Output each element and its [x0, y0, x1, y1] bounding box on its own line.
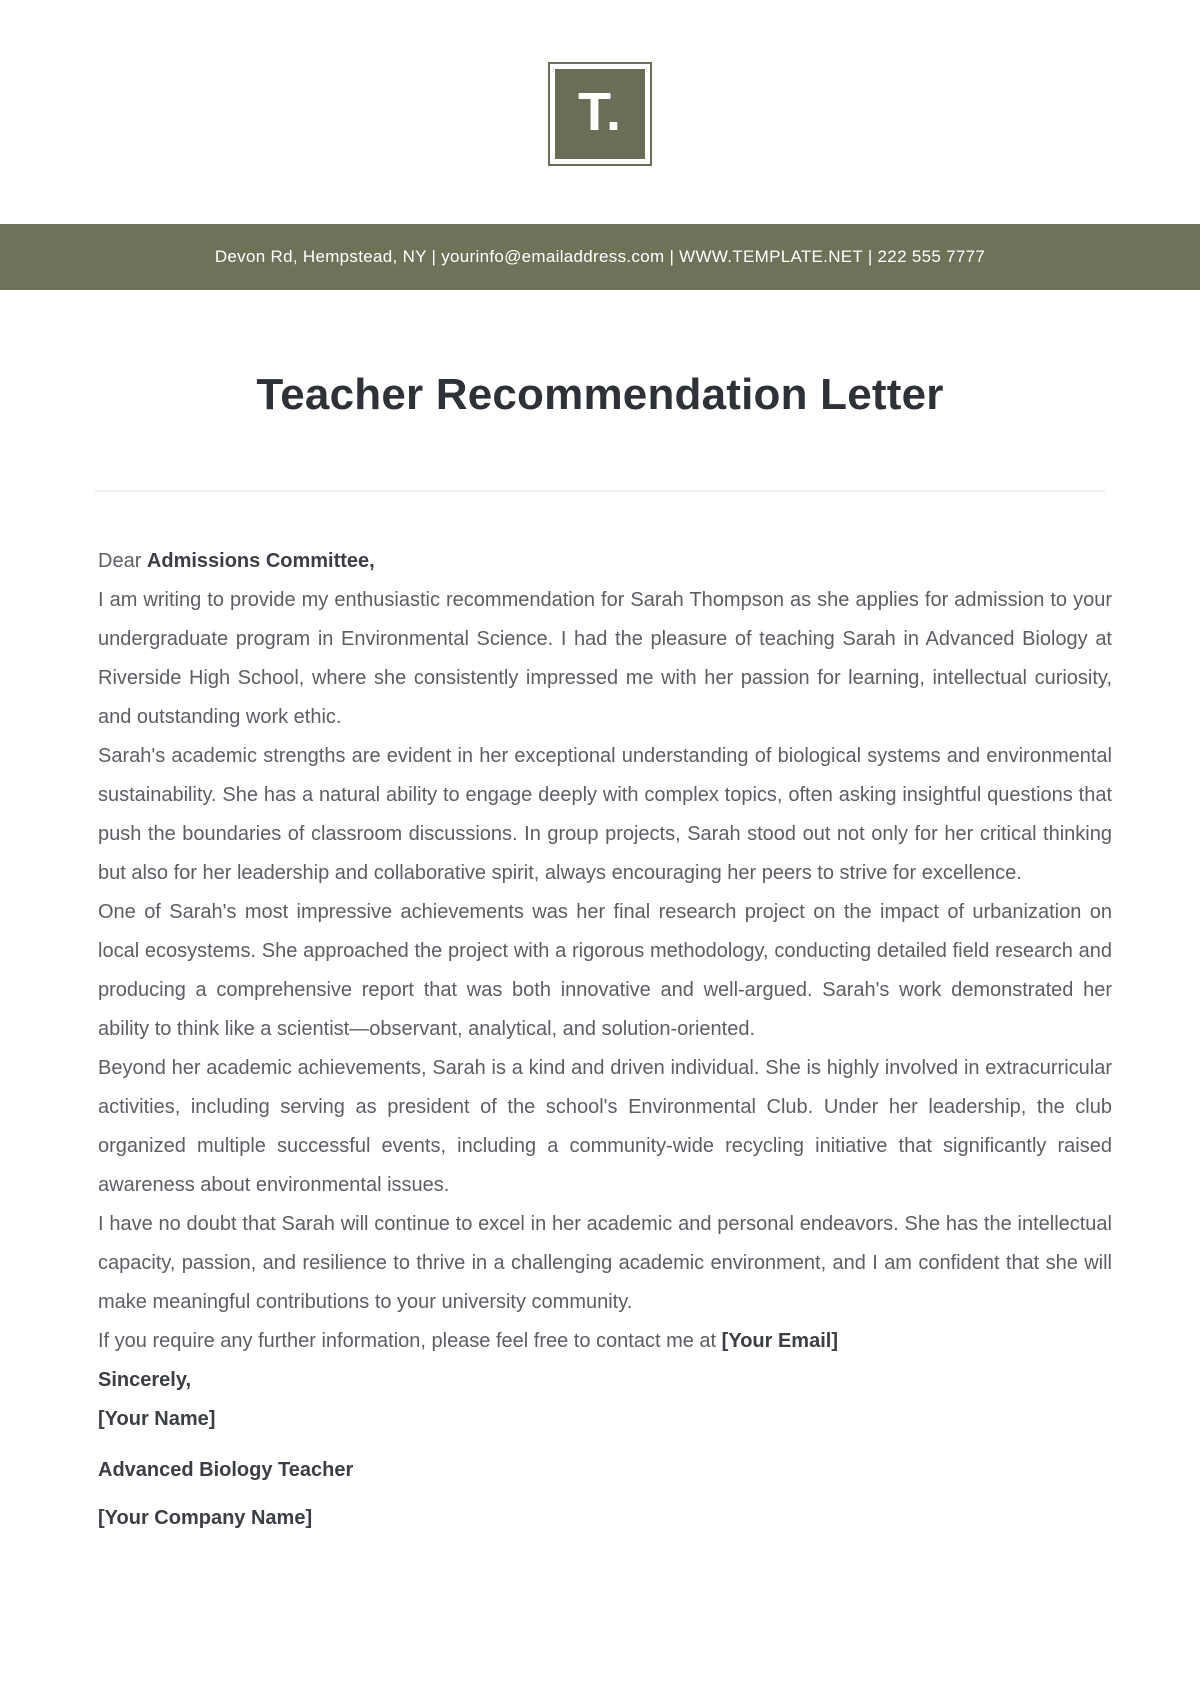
- letter-body: [0, 542, 1200, 1538]
- signature-company-placeholder: [Your Company Name]: [98, 1507, 313, 1529]
- page-title: Teacher Recommendation Letter: [256, 370, 944, 419]
- sign-off: Sincerely,: [98, 1369, 192, 1391]
- logo-container: [0, 0, 1200, 166]
- contact-email-placeholder: [Your Email]: [721, 1330, 838, 1352]
- brand-monogram-icon: T.: [555, 69, 645, 159]
- paragraph-introduction: I am writing to provide my enthusiastic recommendation for Sarah Thompson as she applies for admission to your undergraduate program in Environmental Science. I had the pleasure of teaching Sarah in Advanced Biology at Riverside High School, where she consistently impressed me with her passion for learning, intellectual curiosity, and outstanding work ethic.: [98, 589, 1112, 728]
- contact-note-line: [98, 1322, 1112, 1361]
- paragraph-academic-strengths: Sarah's academic strengths are evident in her exceptional understanding of biological systems and environmental sustainability. She has a natural ability to engage deeply with complex topics, often asking insightful questions that push the boundaries of classroom discussions. In group projects, Sarah stood out not only for her critical thinking but also for her leadership and collaborative spirit, always encouraging her peers to strive for excellence.: [98, 745, 1112, 884]
- paragraph-research-project: One of Sarah's most impressive achievements was her final research project on the impact of urbanization on local ecosystems. She approached the project with a rigorous methodology, conducting detailed field research and producing a comprehensive report that was both innovative and well-argued. Sarah's work demonstrated her ability to think like a scientist—observant, analytical, and solution-oriented.: [98, 901, 1112, 1040]
- paragraph-extracurricular: Beyond her academic achievements, Sarah is a kind and driven individual. She is highly involved in extracurricular activities, including serving as president of the school's Environmental Club. Under her leadership, the club organized multiple successful events, including a community-wide recycling initiative that significantly raised awareness about environmental issues.: [98, 1057, 1112, 1196]
- brand-logo: [548, 62, 652, 166]
- contact-info-line: Devon Rd, Hempstead, NY | yourinfo@emailaddress.com | WWW.TEMPLATE.NET | 222 555 7777: [214, 247, 986, 266]
- signature-name-placeholder: [Your Name]: [98, 1408, 216, 1430]
- salutation-prefix: Dear: [98, 550, 147, 572]
- signature-role: Advanced Biology Teacher: [98, 1459, 354, 1481]
- contact-note-prefix: If you require any further information, please feel free to contact me at: [98, 1330, 722, 1352]
- contact-banner: [0, 224, 1200, 290]
- paragraph-conclusion: I have no doubt that Sarah will continue to excel in her academic and personal endeavors. She has the intellectual capacity, passion, and resilience to thrive in a challenging academic environment, and I am confident that she will make meaningful contributions to your university community.: [98, 1213, 1112, 1313]
- title-divider: [95, 490, 1105, 492]
- salutation-line: [98, 542, 1112, 581]
- salutation-recipient: Admissions Committee,: [146, 550, 375, 572]
